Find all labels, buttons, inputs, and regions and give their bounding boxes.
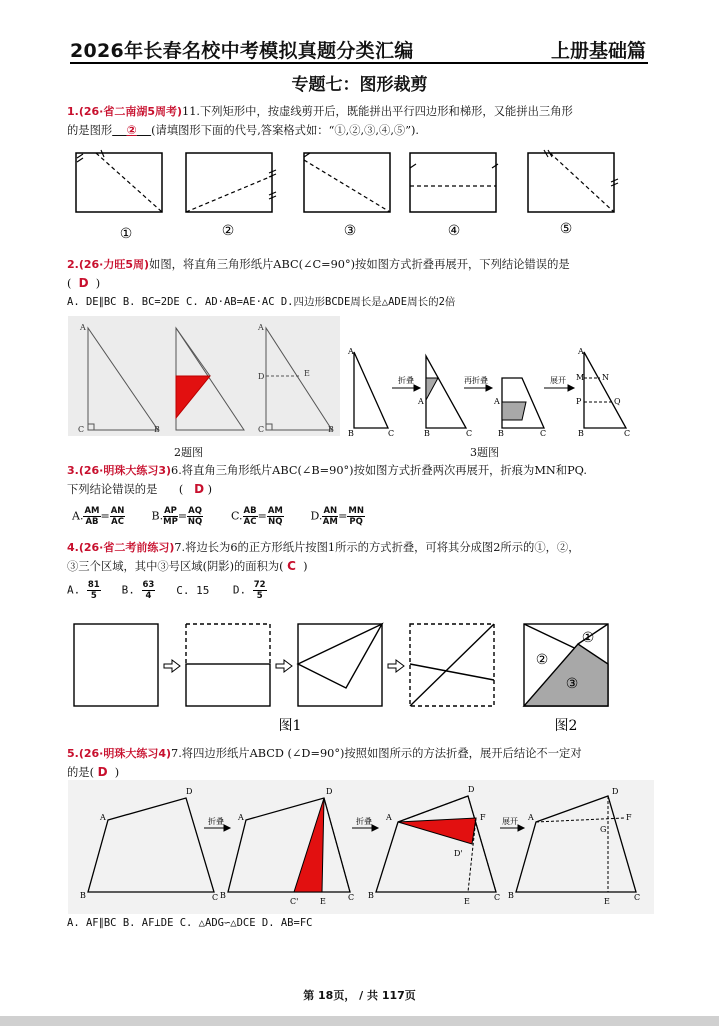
q1-text-b: 的是图形 [67,124,113,137]
bottom-scrollbar[interactable] [0,1016,719,1026]
q5-label-a2: A [238,813,244,822]
q3-label-p: P [576,397,582,406]
q3-option-c: C. $\frac{AB}{AC}$ = $\frac{AM}{NQ}$ [231,506,283,527]
rect-5 [528,153,614,212]
q1-tag: 1.(26·省二南湖5周考) [67,105,183,118]
q1-answer: ② [126,123,137,137]
q5-label-f4: F [626,813,632,822]
page-footer: 第 18页， / 共 117页 [303,989,416,1002]
topic-title: 专题七：图形裁剪 [291,75,428,95]
q2-label-a2: A [258,323,264,332]
q2-label-e: E [304,369,310,378]
q3-text-a: 6.将直角三角形纸片ABC(∠B=90°)按如图方式折叠两次再展开，折痕为MN和PQ. [171,464,587,477]
q2-paren-open: ( [67,277,72,290]
q5-label-d4: D' [454,849,463,858]
q5-label-f3: F [480,813,486,822]
q4-region-3: ③ [565,676,579,692]
q3-answer: D [194,482,205,496]
q4-figures [68,616,628,738]
q2-text: 如图，将直角三角形纸片ABC(∠C=90°)按如图方式折叠再展开，下列结论错误的是 [149,258,570,271]
q5-label-b3: B [368,891,374,900]
q3-label-a4: A [578,347,584,356]
q4-region-2: ② [535,652,549,668]
q3-step-2: 再折叠 [464,376,488,385]
q5-label-g: G [600,825,607,834]
q3-option-d: D. $\frac{AN}{AM}$ = $\frac{MN}{PQ}$ [310,506,364,527]
q3-text-b: 下列结论错误的是 [67,483,158,496]
q3-figure [346,340,636,440]
q5-step-3: 展开 [502,817,518,826]
page-header [70,34,648,64]
q5-figure [68,780,654,914]
q3-step-1: 折叠 [398,376,414,385]
header-section: 上册基础篇 [550,40,646,62]
q5-label-b4: B [508,891,514,900]
q5-label-a4: A [528,813,534,822]
q4-options [67,580,281,601]
q5-text-b: 的是( [67,766,95,779]
q5-label-b2: B [220,891,226,900]
question-3: 3.(26·明珠大练习3)6.将直角三角形纸片ABC(∠B=90°)按如图方式折叠两次再展开，折痕为MN和PQ. 下列结论错误的是 ( D ) [67,464,587,496]
q2-figure [68,316,340,436]
q2-label-b2: B [328,425,334,434]
q4-fig1-caption: 图1 [278,718,302,734]
q5-label-a3: A [386,813,392,822]
q2-label-c2: C [258,425,265,434]
q5-step-1: 折叠 [208,817,224,826]
q3-option-b: B. $\frac{AP}{MP}$ = $\frac{AQ}{NQ}$ [151,506,203,527]
q5-label-e4: E [604,897,610,906]
rect-3 [304,153,390,212]
q3-label-a2: A [418,397,424,406]
q5-label-c1: C [212,893,219,902]
q3-tag: 3.(26·明珠大练习3) [67,464,172,477]
q2-label-c: C [78,425,85,434]
q1-label-3: ③ [343,223,357,239]
q3-step-3: 展开 [550,376,566,385]
q2-caption: 2题图 [174,446,203,459]
rect-1 [76,153,162,212]
q5-label-d5: D [612,787,619,796]
q3-label-b: B [348,429,354,438]
q3-label-n: N [602,373,609,382]
q3-label-a3: A [494,397,500,406]
q4-text-a: 7.将边长为6的正方形纸片按图1所示的方式折叠，可将其分成图2所示的①，②， [174,541,580,554]
q3-label-b3: B [498,429,504,438]
q3-label-c2: C [466,429,473,438]
q5-options: A. AF∥BC B. AF⊥DE C. △ADG∽△DCE D. AB=FC [67,917,313,929]
q2-label-d: D [258,372,265,381]
question-5 [67,745,652,782]
q3-label-c3: C [540,429,547,438]
q5-label-c5: C [634,893,641,902]
q4-tag: 4.(26·省二考前练习) [67,541,175,554]
question-4 [67,539,652,576]
q4-option-a: A. $\frac{81}{5}$ [67,580,100,601]
q2-options: A. DE∥BC B. BC=2DE C. AD·AB=AE·AC D.四边形BCDE周长是△ADE周长的2倍 [67,296,456,308]
q4-fig2-caption: 图2 [554,718,578,734]
q5-text-c: ) [114,766,120,779]
q5-label-c4: C [494,893,501,902]
q3-label-q: Q [614,397,621,406]
q3-label-c4: C [624,429,631,438]
q5-label-d2: D [326,787,333,796]
q5-label-b1: B [80,891,86,900]
q4-text-c: ) [303,560,308,573]
q1-figures [68,146,628,242]
q5-label-a1: A [100,813,106,822]
q5-answer: D [97,765,108,779]
question-2 [67,256,652,293]
q5-tag: 5.(26·明珠大练习4) [67,747,172,760]
q5-label-e3: E [464,897,470,906]
rect-2 [186,153,272,212]
q4-region-1: ① [581,630,595,646]
q4-option-d: D. $\frac{72}{5}$ [232,580,266,601]
q1-label-1: ① [119,226,133,242]
header-title: 2026年长春名校中考模拟真题分类汇编 [70,40,414,62]
q1-label-5: ⑤ [559,221,573,237]
q5-step-2: 折叠 [356,817,372,826]
q3-label-m: M [576,373,585,382]
q1-text-c: (请填图形下面的代号,答案格式如：“①,②,③,④,⑤”). [151,124,419,137]
q3-label-b4: B [578,429,584,438]
q5-label-d1: D [186,787,193,796]
q4-answer: C [287,559,296,573]
q3-label-b2: B [424,429,430,438]
q4-option-b: B. $\frac{63}{4}$ [121,580,155,601]
q4-option-c: C. 15 [176,583,210,597]
q5-text-a: 7.将四边形纸片ABCD (∠D=90°)按照如图所示的方法折叠，展开后结论不一定对 [171,747,582,760]
q2-paren-close: ) [95,277,101,290]
q2-label-a: A [80,323,86,332]
q2-label-b: B [154,425,160,434]
q3-caption: 3题图 [470,446,499,459]
q3-options [72,506,387,527]
q5-label-c3: C [348,893,355,902]
q5-label-c2: C' [290,897,299,906]
q2-tag: 2.(26·力旺5周) [67,258,150,271]
q3-label-c: C [388,429,395,438]
q2-answer: D [78,276,89,290]
q5-label-e2: E [320,897,326,906]
q3-label-a: A [348,347,354,356]
q5-label-d3: D [468,785,475,794]
q1-label-4: ④ [447,223,461,239]
q1-text-a: 11.下列矩形中，按虚线剪开后，既能拼出平行四边形和梯形，又能拼出三角形 [182,105,573,118]
q3-option-a: A. $\frac{AM}{AB}$ = $\frac{AN}{AC}$ [72,506,125,527]
q4-text-b: ③三个区域，其中③号区域(阴影)的面积为( [67,560,284,573]
rect-4 [410,153,496,212]
q1-label-2: ② [221,223,235,239]
question-1 [67,103,652,140]
